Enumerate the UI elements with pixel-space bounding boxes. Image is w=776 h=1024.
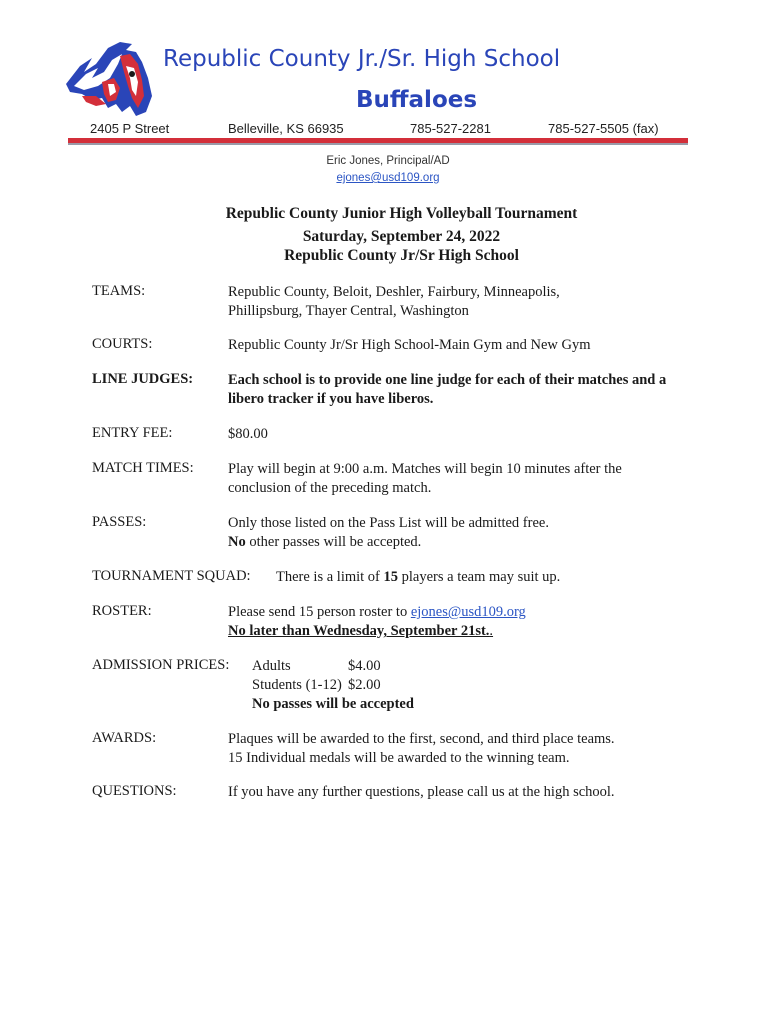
teams-line-1: Republic County, Beloit, Deshler, Fairbury, Minneapolis, xyxy=(228,284,560,300)
entry-fee-value: $80.00 xyxy=(228,426,268,442)
school-name: Republic County Jr./Sr. High School xyxy=(163,46,561,72)
match-times-value xyxy=(228,460,622,498)
principal-email-link[interactable]: ejones@usd109.org xyxy=(336,172,440,184)
questions-value: If you have any further questions, please call us at the high school. xyxy=(228,784,615,800)
tournament-venue: Republic County Jr/Sr High School xyxy=(284,247,519,264)
courts-label: COURTS: xyxy=(92,336,153,352)
squad-value xyxy=(276,568,560,587)
phone-number: 785-527-2281 xyxy=(410,121,491,136)
teams-line-2: Phillipsburg, Thayer Central, Washington xyxy=(228,303,469,319)
questions-label: QUESTIONS: xyxy=(92,783,177,799)
buffalo-logo xyxy=(62,38,158,118)
principal-line: Eric Jones, Principal/AD xyxy=(326,155,450,167)
squad-post: players a team may suit up. xyxy=(398,569,561,585)
roster-email-link[interactable]: ejones@usd109.org xyxy=(410,604,526,620)
header-rule-shadow xyxy=(68,143,688,145)
principal-email-wrap xyxy=(0,172,776,184)
tournament-date: Saturday, September 24, 2022 xyxy=(302,228,501,245)
passes-line-1: Only those listed on the Pass List will be admitted free. xyxy=(228,515,549,531)
roster-pre: Please send 15 person roster to xyxy=(228,604,411,620)
admission-label: ADMISSION PRICES: xyxy=(92,657,230,673)
roster-value xyxy=(228,603,526,641)
line-judges-line-2: libero tracker if you have liberos. xyxy=(228,391,434,407)
students-label: Students (1-12) xyxy=(252,677,342,693)
roster-deadline-tail: . xyxy=(489,623,494,639)
line-judges-value xyxy=(228,371,666,409)
match-times-label: MATCH TIMES: xyxy=(92,460,194,476)
passes-label: PASSES: xyxy=(92,514,147,530)
tournament-title: Republic County Junior High Volleyball Tournament xyxy=(225,205,578,222)
city-state: Belleville, KS 66935 xyxy=(228,121,344,136)
passes-line-2-rest: other passes will be accepted. xyxy=(245,534,422,550)
teams-label: TEAMS: xyxy=(92,283,146,299)
admission-note: No passes will be accepted xyxy=(252,696,414,712)
awards-line-1: Plaques will be awarded to the first, second, and third place teams. xyxy=(228,731,615,747)
mascot-name: Buffaloes xyxy=(356,87,478,113)
squad-number: 15 xyxy=(383,569,399,585)
awards-value xyxy=(228,730,615,768)
roster-deadline: No later than Wednesday, September 21st. xyxy=(228,623,490,639)
adults-label: Adults xyxy=(252,658,291,674)
passes-line-2 xyxy=(228,533,549,552)
match-times-line-1: Play will begin at 9:00 a.m. Matches will begin 10 minutes after the xyxy=(228,461,622,477)
awards-label: AWARDS: xyxy=(92,730,157,746)
roster-label: ROSTER: xyxy=(92,603,152,619)
teams-value xyxy=(228,283,560,321)
line-judges-line-1: Each school is to provide one line judge for each of their matches and a xyxy=(228,372,667,388)
roster-line-2 xyxy=(228,622,526,641)
passes-no-emphasis: No xyxy=(228,534,246,550)
adults-price: $4.00 xyxy=(348,658,381,674)
fax-number: 785-527-5505 (fax) xyxy=(548,121,659,136)
line-judges-label: LINE JUDGES: xyxy=(92,371,194,387)
squad-pre: There is a limit of xyxy=(276,569,384,585)
squad-label: TOURNAMENT SQUAD: xyxy=(92,568,251,584)
roster-line-1 xyxy=(228,603,526,622)
students-price: $2.00 xyxy=(348,677,381,693)
passes-value xyxy=(228,514,549,552)
courts-value: Republic County Jr/Sr High School-Main Gym and New Gym xyxy=(228,337,591,353)
entry-fee-label: ENTRY FEE: xyxy=(92,425,173,441)
awards-line-2: 15 Individual medals will be awarded to the winning team. xyxy=(228,750,570,766)
match-times-line-2: conclusion of the preceding match. xyxy=(228,480,432,496)
street-address: 2405 P Street xyxy=(90,121,170,136)
